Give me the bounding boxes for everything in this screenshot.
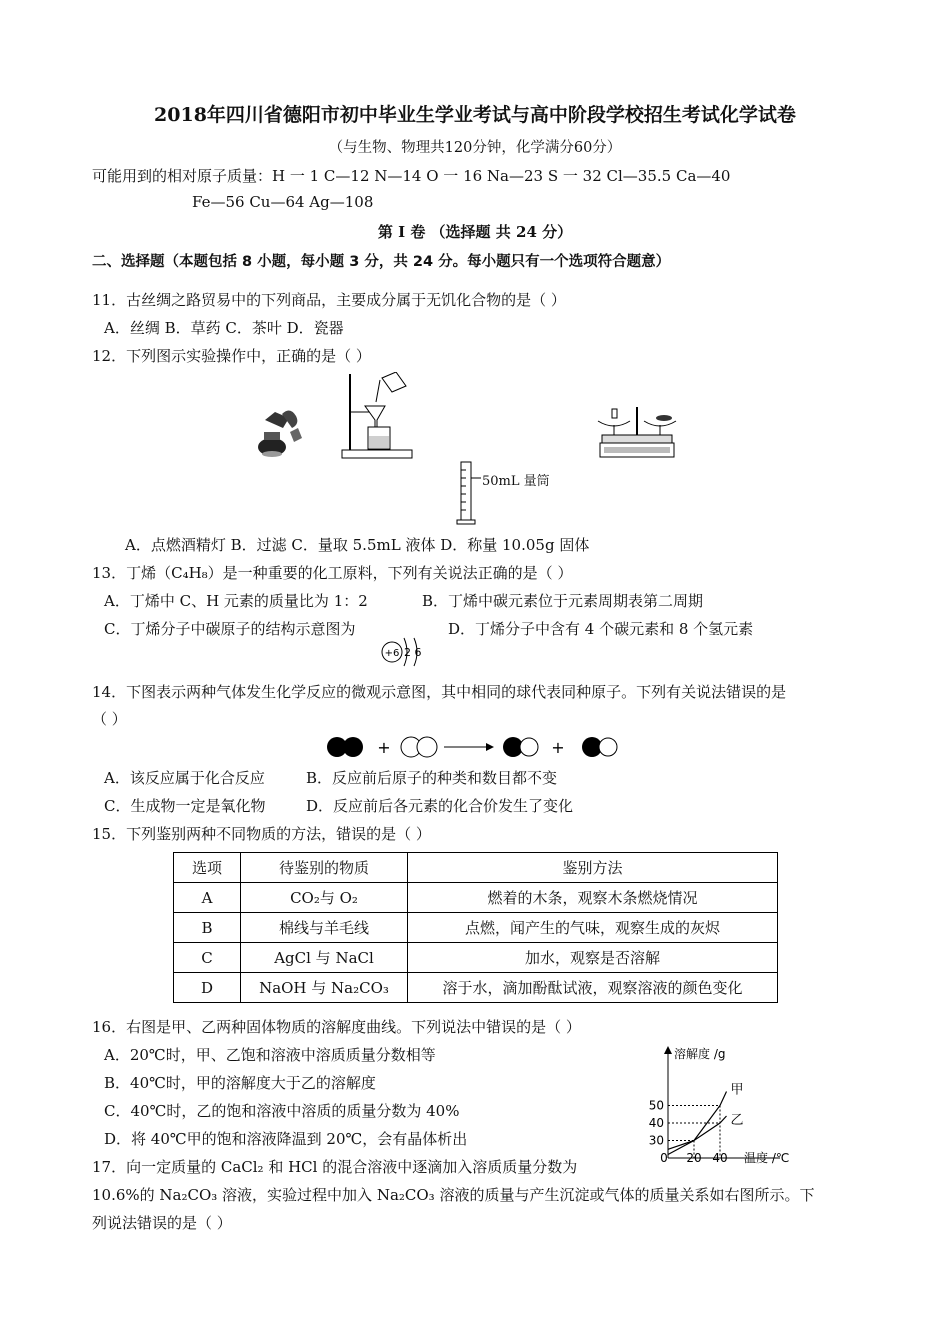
solubility-chart [640,1040,810,1170]
q17-line1: 17．向一定质量的 CaCl₂ 和 HCl 的混合溶液中逐滴加入溶质质量分数为 [92,1158,578,1176]
carbon-shell-electrons: 2 6 [404,646,422,659]
q16-opt-c: C．40℃时，乙的饱和溶液中溶质的质量分数为 40% [104,1102,460,1120]
q14-opt-c: C．生成物一定是氧化物 [104,797,266,815]
table-row [174,973,778,1003]
plus-sign: + [551,738,565,757]
table-row [174,943,778,973]
carbon-nucleus-label: +6 [384,648,400,659]
table-header-row [174,853,778,883]
q11-stem: 11．古丝绸之路贸易中的下列商品，主要成分属于无饥化合物的是（ ） [92,291,566,309]
q12-options: A．点燃酒精灯 B．过滤 C．量取 5.5mL 液体 D．称量 10.05g 固体 [125,536,590,554]
alcohol-lamp-figure [250,402,310,462]
table-cell: 加水，观察是否溶解 [408,943,778,973]
q15-table [173,852,778,1003]
molecule-a-atom [343,737,363,757]
table-header: 选项 [174,853,241,883]
table-header: 待鉴别的物质 [241,853,408,883]
table-cell: D [174,973,241,1003]
y-tick-label: 40 [648,1116,664,1130]
table-cell: 溶于水，滴加酚酞试液，观察溶液的颜色变化 [408,973,778,1003]
table-header: 鉴别方法 [408,853,778,883]
atomic-masses-line1: 可能用到的相对原子质量：H 一 1 C—12 N—14 O 一 16 Na—23 S 一 32 Cl—35.5 Ca—40 [92,167,731,185]
q15-stem: 15．下列鉴别两种不同物质的方法，错误的是（ ） [92,825,431,843]
q12-stem: 12．下列图示实验操作中，正确的是（ ） [92,347,371,365]
table-cell: C [174,943,241,973]
q13-opt-a: A．丁烯中 C、H 元素的质量比为 1：2 [104,592,368,610]
product-atom [599,738,617,756]
q16-opt-a: A．20℃时，甲、乙饱和溶液中溶质质量分数相等 [104,1046,436,1064]
q14-stem-cont: （ ） [92,710,127,728]
table-cell: CO₂与 O₂ [241,883,408,913]
exam-title: 2018年四川省德阳市初中毕业生学业考试与高中阶段学校招生考试化学试卷 [154,104,796,126]
plus-sign: + [377,738,391,757]
table-cell: 棉线与羊毛线 [241,913,408,943]
atomic-masses-line2: Fe—56 Cu—64 Ag—108 [192,193,374,211]
q16-opt-d: D．将 40℃甲的饱和溶液降温到 20℃，会有晶体析出 [104,1130,468,1148]
table-cell: 燃着的木条，观察木条燃烧情况 [408,883,778,913]
q14-stem: 14．下图表示两种气体发生化学反应的微观示意图，其中相同的球代表同种原子。下列有关说法错误的是 [92,683,787,701]
section2-heading: 二、选择题（本题包括 8 小题，每小题 3 分，共 24 分。每小题只有一个选项符合题意） [92,254,671,270]
x-tick-label: 0 [660,1151,668,1165]
table-cell: NaOH 与 Na₂CO₃ [241,973,408,1003]
y-tick-label: 30 [648,1133,664,1148]
q13-opt-b: B．丁烯中碳元素位于元素周期表第二周期 [422,592,704,610]
table-cell: 点燃，闻产生的气味，观察生成的灰烬 [408,913,778,943]
table-cell: A [174,883,241,913]
q11-options: A．丝绸 B．草药 C．茶叶 D．瓷器 [104,319,344,337]
q16-stem: 16．右图是甲、乙两种固体物质的溶解度曲线。下列说法中错误的是（ ） [92,1018,581,1036]
table-row [174,913,778,943]
q14-opt-b: B．反应前后原子的种类和数目都不变 [306,769,558,787]
table-row [174,883,778,913]
series-label-jia: 甲 [730,1082,744,1098]
balance-figure [592,403,682,461]
reaction-diagram [326,734,626,760]
table-cell: AgCl 与 NaCl [241,943,408,973]
series-line-1 [668,1116,727,1149]
graduated-cylinder-figure [455,460,481,526]
y-tick-label: 50 [648,1098,664,1113]
x-tick-label: 20 [686,1151,702,1165]
x-tick-label: 40 [712,1151,728,1165]
q13-opt-d: D．丁烯分子中含有 4 个碳元素和 8 个氢元素 [448,620,754,638]
series-label-yi: 乙 [730,1113,744,1128]
q14-opt-a: A．该反应属于化合反应 [104,769,265,787]
carbon-atom-structure-figure [378,632,432,670]
chart-ylabel: 溶解度 /g [674,1047,726,1061]
product-atom [520,738,538,756]
part1-heading: 第 Ⅰ 卷 （选择题 共 24 分） [377,223,573,241]
q17-line2: 10.6%的 Na₂CO₃ 溶液，实验过程中加入 Na₂CO₃ 溶液的质量与产生沉淀或气体的质量关系如右图所示。下 [92,1186,815,1204]
chart-xlabel: 温度 /℃ [744,1151,790,1165]
molecule-b-atom [417,737,437,757]
q14-opt-d: D．反应前后各元素的化合价发生了变化 [306,797,574,815]
q13-stem: 13．丁烯（C₄H₈）是一种重要的化工原料，下列有关说法正确的是（ ） [92,564,573,582]
table-cell: B [174,913,241,943]
filtration-figure [340,372,425,462]
exam-subtitle: （与生物、物理共120分钟，化学满分60分） [328,140,622,156]
cylinder-label: 50mL 量筒 [482,474,550,489]
q16-opt-b: B．40℃时，甲的溶解度大于乙的溶解度 [104,1074,376,1092]
q17-line3: 列说法错误的是（ ） [92,1214,232,1232]
q13-opt-c: C．丁烯分子中碳原子的结构示意图为 [104,620,356,638]
